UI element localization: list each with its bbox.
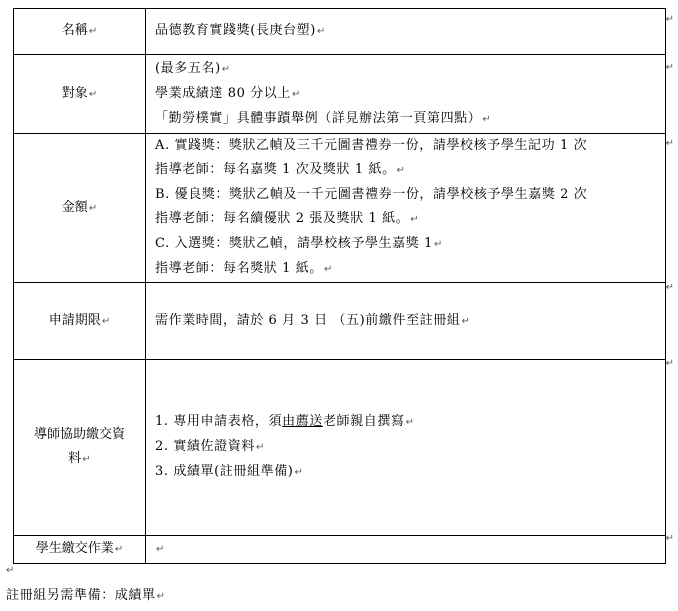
paragraph-mark: ↵ bbox=[101, 315, 111, 327]
value-cell-amount bbox=[146, 134, 666, 283]
teacher-item-2: 2. 實績佐證資料↵ bbox=[155, 439, 265, 454]
amount-line: B. 優良獎：獎狀乙幀及一千元圖書禮券一份，請學校核予學生嘉獎 2 次 bbox=[155, 187, 588, 202]
row-end-mark: ↵ bbox=[665, 62, 674, 73]
target-line: 學業成績達 80 分以上↵ bbox=[155, 85, 301, 101]
label-cell-amount bbox=[14, 134, 146, 283]
value-cell-deadline bbox=[146, 283, 666, 360]
table-row-amount bbox=[14, 134, 666, 283]
value-cell-name bbox=[146, 9, 666, 55]
row-end-mark: ↵ bbox=[665, 358, 674, 369]
row-end-mark: ↵ bbox=[665, 282, 674, 293]
row-end-mark: ↵ bbox=[665, 14, 674, 25]
empty-paragraph-mark: ↵ bbox=[6, 565, 15, 576]
value-cell-student-submission bbox=[146, 536, 666, 564]
target-line: 「勤勞樸實」具體事蹟舉例（詳見辦法第一頁第四點）↵ bbox=[155, 110, 492, 126]
footer-note: 註冊組另需準備：成績單↵ bbox=[6, 588, 166, 603]
label-cell-name bbox=[14, 9, 146, 55]
label-target: 對象 bbox=[61, 85, 88, 101]
table-row-target bbox=[14, 55, 666, 134]
label-name: 名稱 bbox=[61, 23, 88, 38]
value-cell-teacher-submission bbox=[146, 360, 666, 536]
teacher-item-1: 1. 專用申請表格，須由薦送老師親自撰寫↵ bbox=[155, 414, 415, 429]
row-end-mark: ↵ bbox=[665, 533, 674, 544]
paragraph-mark: ↵ bbox=[88, 88, 98, 100]
table-row-teacher-submission bbox=[14, 360, 666, 536]
table-row-student-submission bbox=[14, 536, 666, 564]
label-cell-teacher-submission bbox=[14, 360, 146, 536]
target-line: (最多五名)↵ bbox=[155, 60, 231, 76]
deadline-text: 需作業時間，請於 6 月 3 日 （五)前繳件至註冊組↵ bbox=[155, 312, 471, 328]
paragraph-mark: ↵ bbox=[156, 544, 165, 555]
amount-line: 指導老師：每名獎狀 1 紙。↵ bbox=[155, 261, 333, 276]
value-cell-target bbox=[146, 55, 666, 134]
award-name-text: 品德教育實踐獎(長庚台塑)↵ bbox=[155, 23, 326, 38]
teacher-item-3: 3. 成績單(註冊組準備)↵ bbox=[155, 464, 304, 479]
amount-line: C. 入選獎：獎狀乙幀，請學校核予學生嘉獎 1↵ bbox=[155, 236, 443, 251]
award-info-table bbox=[13, 8, 666, 564]
amount-line: A. 實踐獎：獎狀乙幀及三千元圖書禮券一份，請學校核予學生記功 1 次 bbox=[155, 138, 588, 153]
paragraph-mark: ↵ bbox=[88, 26, 98, 37]
label-deadline: 申請期限 bbox=[48, 312, 101, 328]
underlined-text: 由薦送 bbox=[282, 414, 323, 429]
label-cell-student-submission bbox=[14, 536, 146, 564]
label-cell-target bbox=[14, 55, 146, 134]
table-row-deadline bbox=[14, 283, 666, 360]
amount-line: 指導老師：每名嘉獎 1 次及獎狀 1 紙。↵ bbox=[155, 162, 406, 177]
paragraph-mark: ↵ bbox=[88, 202, 98, 214]
label-student-submission: 學生繳交作業 bbox=[35, 541, 114, 556]
label-teacher-submission: 導師協助繳交資 料↵ bbox=[33, 427, 125, 466]
label-cell-deadline bbox=[14, 283, 146, 360]
table-row-name bbox=[14, 9, 666, 55]
label-amount: 金額 bbox=[61, 199, 88, 215]
amount-line: 指導老師：每名續優狀 2 張及獎狀 1 紙。↵ bbox=[155, 211, 420, 226]
row-end-mark: ↵ bbox=[665, 138, 674, 149]
paragraph-mark: ↵ bbox=[114, 544, 124, 555]
